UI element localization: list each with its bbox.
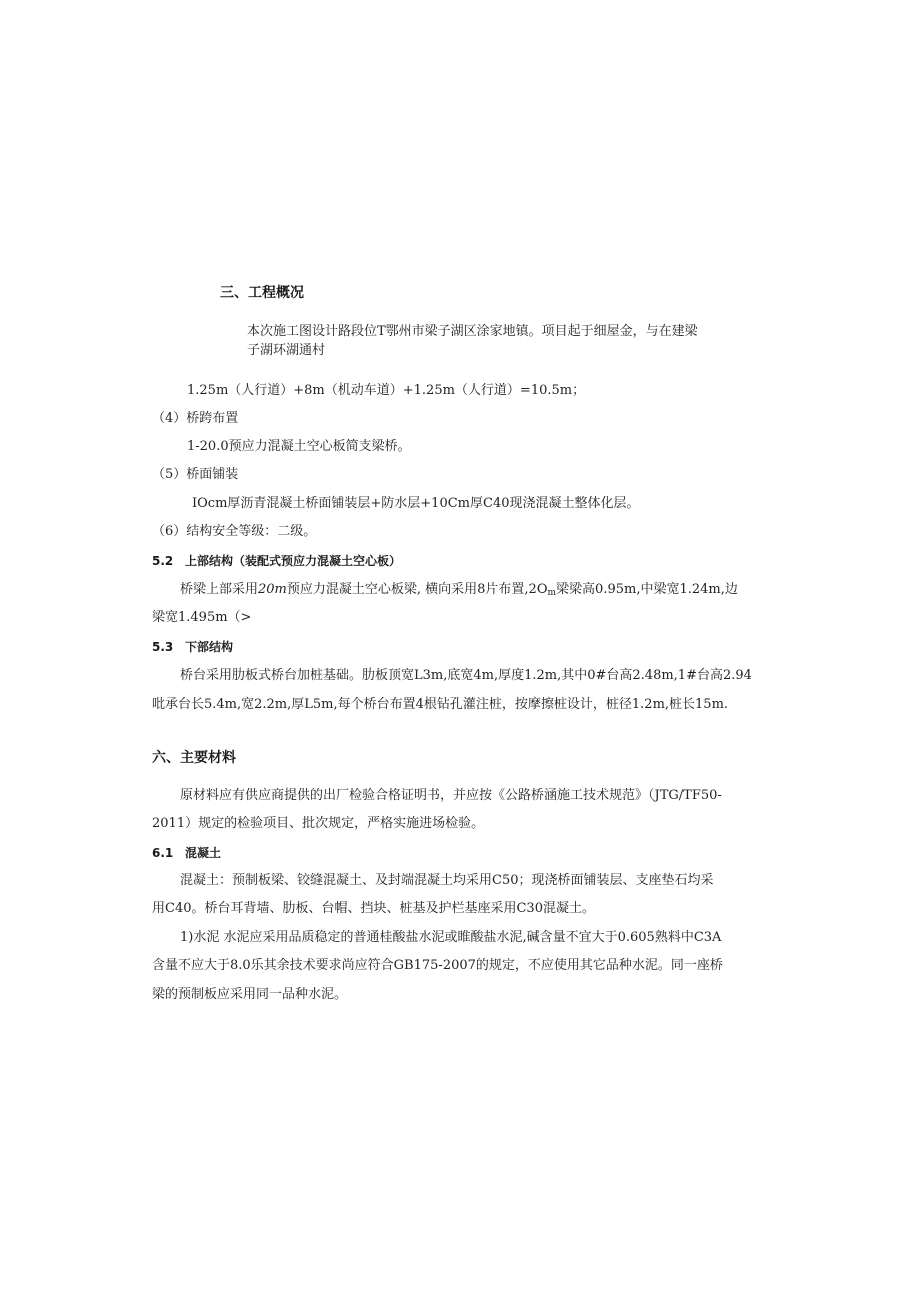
superstructure-line-1: [180, 581, 738, 602]
superstructure-line-2: 梁宽1.495m（>: [152, 610, 252, 625]
cross-section-width: 1.25m（人行道）+8m（机动车道）+1.25m（人行道）=10.5m；: [187, 383, 586, 398]
heading-6-1-number: 6.1: [152, 846, 174, 860]
item-6: （6）结构安全等级：二级。: [152, 524, 317, 539]
subscript-m: m: [547, 588, 557, 598]
heading-5-2: [152, 552, 401, 570]
cement-line-2: 含量不应大于8.0乐其余技术要求尚应符合GB175-2007的规定，不应使用其它品种水泥。同一座桥: [152, 958, 723, 973]
concrete-line-1: 混凝土：预制板梁、铰缝混凝土、及封端混凝土均采用C50；现浇桥面铺装层、支座垫石均采: [180, 873, 714, 888]
superstructure-text-c: 梁梁高0.95m,中梁宽1.24m,边: [556, 582, 738, 597]
substructure-line-2: 吡承台长5.4m,宽2.2m,厚L5m,每个桥台布置4根钻孔灌注桩，按摩擦桩设计，桩径1.2m,桩长15m.: [152, 697, 729, 712]
heading-6-1-title: 混凝土: [185, 846, 222, 860]
cement-line-1: 1)水泥 水泥应采用品质稳定的普通桂酸盐水泥或睢酸盐水泥,碱含量不宜大于0.605熟料中C3A: [180, 930, 722, 945]
substructure-line-1: 桥台采用肋板式桥台加桩基础。肋板顶宽L3m,底宽4m,厚度1.2m,其中0#台高2.48m,1#台高2.94: [180, 668, 752, 683]
span-length-italic: 20m: [258, 582, 287, 597]
heading-5-3: [152, 638, 233, 656]
cement-line-3: 梁的预制板应采用同一品种水泥。: [152, 987, 348, 1002]
section-3-heading: 三、工程概况: [220, 285, 304, 301]
heading-5-3-number: 5.3: [152, 640, 174, 654]
heading-5-2-title: 上部结构（装配式预应力混凝土空心板）: [185, 554, 402, 568]
materials-line-1: 原材料应有供应商提供的出厂检验合格证明书，并应按《公路桥涵施工技术规范》（JTG/TF50-: [180, 788, 722, 803]
heading-6-1: [152, 844, 221, 862]
section-6-heading: 六、主要材料: [152, 750, 236, 766]
heading-5-2-number: 5.2: [152, 554, 174, 568]
heading-5-3-title: 下部结构: [185, 640, 234, 654]
superstructure-text-a: 桥梁上部采用: [180, 582, 259, 597]
item-4-title: （4）桥跨布置: [152, 411, 239, 426]
item-5-body: IOcm厚沥青混凝土桥面铺装层+防水层+10Cm厚C40现浇混凝土整体化层。: [192, 496, 640, 511]
concrete-line-2: 用C40。桥台耳背墙、肋板、台帽、挡块、桩基及护栏基座采用C30混凝土。: [152, 901, 595, 916]
intro-line-2: 子湖环湖通村: [247, 343, 326, 358]
intro-line-1: 本次施工图设计路段位T鄂州市梁子湖区涂家地镇。项目起于细屋金，与在建梁: [247, 324, 698, 339]
superstructure-text-b: 预应力混凝土空心板梁, 横向采用8片布置,2O: [286, 582, 548, 597]
item-4-body: 1-20.0预应力混凝土空心板简支梁桥。: [187, 439, 411, 454]
materials-line-2: 2011）规定的检验项目、批次规定，严格实施进场检验。: [152, 816, 485, 831]
item-5-title: （5）桥面铺装: [152, 467, 239, 482]
